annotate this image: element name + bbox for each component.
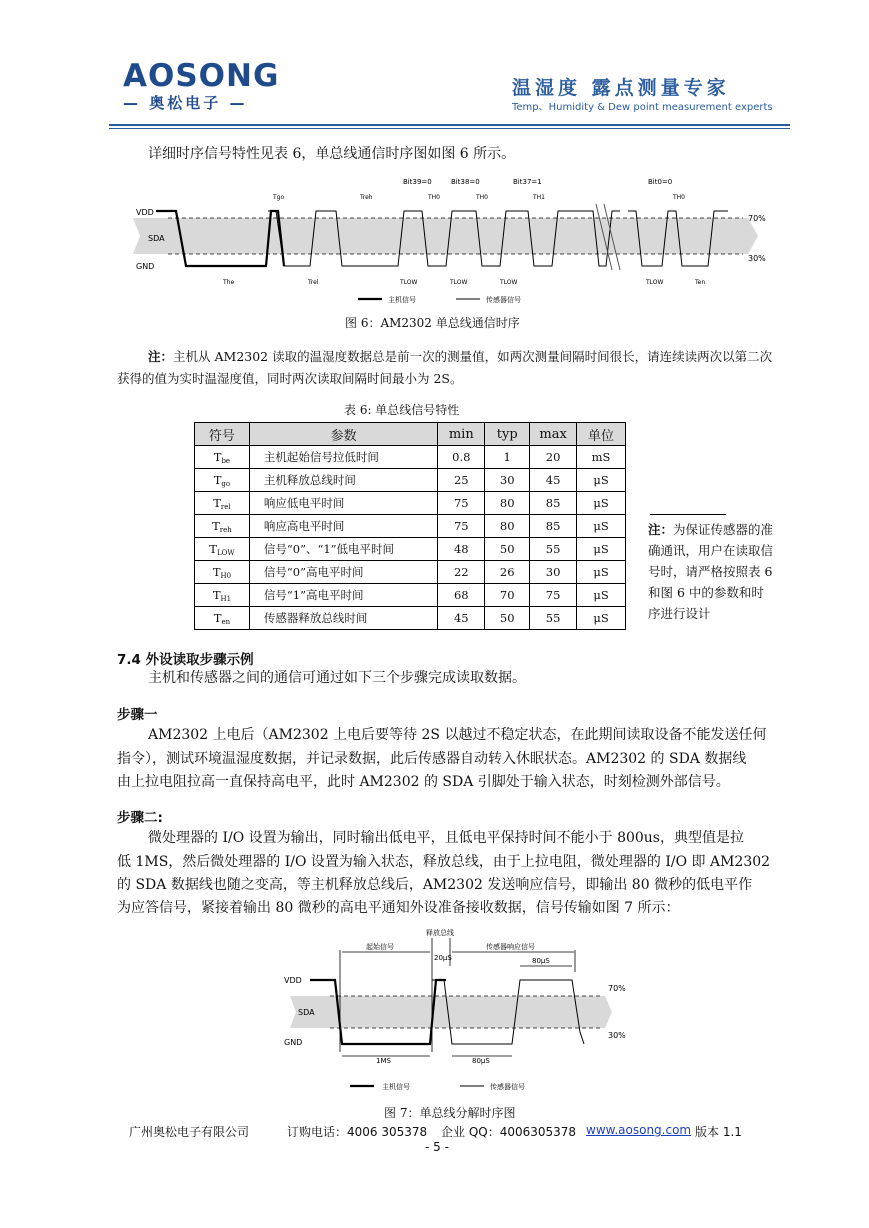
label-release: 释放总线 [426, 929, 454, 937]
label-30-7: 30% [608, 1031, 626, 1040]
cell-symbol: TH1 [195, 584, 250, 607]
section-7-4-intro: 主机和传感器之间的通信可通过如下三个步骤完成读取数据。 [148, 670, 526, 686]
legend-host-label: 主机信号 [388, 296, 416, 304]
cell-symbol: Trel [195, 492, 250, 515]
cell-parameter: 响应高电平时间 [249, 515, 437, 538]
intro-paragraph: 详细时序信号特性见表 6，单总线通信时序图如图 6 所示。 [148, 146, 516, 162]
cell-typ: 70 [485, 584, 530, 607]
step-2-line-4: 为应答信号，紧接着输出 80 微秒的高电平通知外设准备接收数据，信号传输如图 7 所示： [117, 900, 680, 916]
cell-unit: μS [577, 584, 626, 607]
cell-symbol: TH0 [195, 561, 250, 584]
footer-company: 广州奥松电子有限公司 [129, 1125, 250, 1139]
cell-max: 55 [530, 538, 577, 561]
company-logo-subtitle: — 奥松电子 — [123, 94, 248, 112]
side-note-rule [650, 514, 726, 515]
legend-sensor-label-7: 传感器信号 [490, 1083, 525, 1091]
label-sda-7: SDA [298, 1008, 315, 1017]
cell-symbol: Treh [195, 515, 250, 538]
table-row [195, 607, 626, 630]
cell-typ: 30 [485, 469, 530, 492]
col-parameter: 参数 [249, 423, 437, 446]
cell-unit: μS [577, 538, 626, 561]
cell-symbol: Tbe [195, 446, 250, 469]
figure-6-caption: 图 6：AM2302 单总线通信时序 [345, 316, 520, 330]
legend-sensor-label: 传感器信号 [486, 296, 521, 304]
table-row [195, 469, 626, 492]
step-2-line-3: 的 SDA 数据线也随之变高，等主机释放总线后，AM2302 发送响应信号，即输出 80 微秒的低电平作 [117, 877, 753, 893]
company-logo-text: AOSONG [123, 58, 280, 94]
note-1-line-2: 获得的值为实时温湿度值，同时两次读取间隔时间最小为 2S。 [117, 371, 463, 386]
cell-min: 75 [438, 515, 485, 538]
cell-parameter: 信号“0”、“1”低电平时间 [249, 538, 437, 561]
table-6-caption: 表 6: 单总线信号特性 [344, 403, 460, 417]
cell-symbol: Tgo [195, 469, 250, 492]
label-gnd-7: GND [284, 1038, 303, 1047]
cell-min: 75 [438, 492, 485, 515]
side-note-line-2: 确通讯，用户在读取信 [648, 543, 774, 558]
label-vdd-7: VDD [284, 976, 302, 985]
cell-min: 45 [438, 607, 485, 630]
label-bit0: Bit0=0 [648, 178, 673, 186]
footer-qq: 企业 QQ：4006305378 [441, 1125, 577, 1139]
cell-unit: μS [577, 561, 626, 584]
step-2-line-1: 微处理器的 I/O 设置为输出，同时输出低电平，且低电平保持时间不能小于 800us，典型值是拉 [148, 830, 744, 846]
cell-min: 25 [438, 469, 485, 492]
label-tlow-3: TLOW [500, 279, 518, 286]
label-tlow-4: TLOW [646, 279, 664, 286]
note-1-text: 主机从 AM2302 读取的温湿度数据总是前一次的测量值，如两次测量间隔时间很长，请连续读两次以第二次 [173, 349, 773, 364]
cell-max: 20 [530, 446, 577, 469]
cell-max: 30 [530, 561, 577, 584]
label-80us-low: 80μS [472, 1057, 490, 1065]
side-note-line-5: 序进行设计 [648, 606, 711, 621]
label-start: 起始信号 [366, 943, 394, 951]
label-sda: SDA [148, 234, 165, 243]
cell-typ: 80 [485, 515, 530, 538]
side-note-line-1: 注：为保证传感器的准 [648, 522, 774, 537]
note-1-label: 注： [148, 349, 174, 364]
cell-typ: 1 [485, 446, 530, 469]
label-th0-2: TH0 [476, 194, 488, 201]
table-row [195, 538, 626, 561]
label-1ms: 1MS [376, 1057, 391, 1065]
cell-parameter: 响应低电平时间 [249, 492, 437, 515]
label-30: 30% [748, 254, 766, 263]
header-slogan: 温湿度 露点测量专家 [512, 77, 730, 99]
step-1-line-1: AM2302 上电后（AM2302 上电后要等待 2S 以越过不稳定状态，在此期间读取设备不能发送任何 [148, 727, 767, 743]
side-note-line-4: 和图 6 中的参数和时 [648, 585, 764, 600]
cell-unit: μS [577, 515, 626, 538]
label-ten: Ten [695, 279, 706, 286]
cell-max: 85 [530, 515, 577, 538]
step-2-line-2: 低 1MS，然后微处理器的 I/O 设置为输入状态，释放总线，由于上拉电阻，微处理器的 I/O 即 AM2302 [117, 854, 771, 870]
label-70: 70% [748, 214, 766, 223]
step-1-line-2: 指令），测试环境温湿度数据，并记录数据，此后传感器自动转入休眠状态。AM2302 的 SDA 数据线 [117, 751, 747, 767]
table-header-row [195, 423, 626, 446]
cell-min: 48 [438, 538, 485, 561]
cell-parameter: 信号“0”高电平时间 [249, 561, 437, 584]
legend-host-label-7: 主机信号 [382, 1083, 410, 1091]
figure-7-timing-diagram [280, 926, 640, 1098]
label-tgo: Tgo [273, 194, 285, 201]
cell-symbol: Ten [195, 607, 250, 630]
label-th1: TH1 [533, 194, 545, 201]
header-divider [109, 124, 790, 126]
footer-phone: 订购电话：4006 305378 [287, 1125, 428, 1139]
cell-typ: 80 [485, 492, 530, 515]
figure-6-timing-diagram [128, 174, 778, 310]
step-1-title: 步骤一 [117, 707, 158, 723]
table-row [195, 492, 626, 515]
header-slogan-en: Temp、Humidity & Dew point measurement experts [512, 102, 773, 113]
label-vdd: VDD [136, 208, 154, 217]
table-row [195, 584, 626, 607]
table-row [195, 515, 626, 538]
col-unit: 单位 [577, 423, 626, 446]
cell-symbol: TLOW [195, 538, 250, 561]
label-tlow-2: TLOW [450, 279, 468, 286]
side-note-label: 注： [648, 522, 674, 537]
col-min: min [438, 423, 485, 446]
label-80us-high: 80μS [532, 957, 550, 965]
cell-parameter: 传感器释放总线时间 [249, 607, 437, 630]
col-symbol: 符号 [195, 423, 250, 446]
note-1-line-1 [148, 346, 772, 367]
cell-unit: mS [577, 446, 626, 469]
cell-unit: μS [577, 492, 626, 515]
label-treh: Treh [360, 194, 373, 201]
step-1-line-3: 由上拉电阻拉高一直保持高电平，此时 AM2302 的 SDA 引脚处于输入状态，时刻检测外部信号。 [117, 774, 730, 790]
table-row [195, 561, 626, 584]
cell-min: 22 [438, 561, 485, 584]
cell-max: 45 [530, 469, 577, 492]
cell-max: 55 [530, 607, 577, 630]
label-th0-3: TH0 [673, 194, 685, 201]
col-typ: typ [485, 423, 530, 446]
figure-7-caption: 图 7：单总线分解时序图 [384, 1106, 516, 1120]
page-number: - 5 - [425, 1140, 449, 1154]
cell-typ: 50 [485, 538, 530, 561]
cell-unit: μS [577, 469, 626, 492]
label-bit38: Bit38=0 [451, 178, 480, 186]
table-6 [194, 422, 626, 630]
cell-typ: 26 [485, 561, 530, 584]
section-7-4-title: 7.4 外设读取步骤示例 [117, 652, 254, 668]
footer-website-link[interactable]: www.aosong.com [586, 1123, 692, 1137]
cell-min: 0.8 [438, 446, 485, 469]
cell-max: 75 [530, 584, 577, 607]
label-the: The [223, 279, 235, 286]
label-bit39: Bit39=0 [403, 178, 432, 186]
cell-typ: 50 [485, 607, 530, 630]
cell-parameter: 信号“1”高电平时间 [249, 584, 437, 607]
header-divider-thin [109, 128, 790, 129]
label-trel: Trel [308, 279, 319, 286]
table-row [195, 446, 626, 469]
cell-parameter: 主机起始信号拉低时间 [249, 446, 437, 469]
label-70-7: 70% [608, 984, 626, 993]
cell-parameter: 主机释放总线时间 [249, 469, 437, 492]
footer-version: 版本 1.1 [695, 1125, 742, 1139]
step-2-title: 步骤二: [117, 810, 163, 826]
col-max: max [530, 423, 577, 446]
cell-unit: μS [577, 607, 626, 630]
side-note-line-3: 号时，请严格按照表 6 [648, 564, 773, 579]
label-bit37: Bit37=1 [513, 178, 542, 186]
label-response: 传感器响应信号 [486, 943, 535, 951]
label-th0: TH0 [428, 194, 440, 201]
side-note [648, 519, 773, 624]
label-tlow-1: TLOW [400, 279, 418, 286]
label-gnd: GND [136, 262, 155, 271]
cell-min: 68 [438, 584, 485, 607]
label-20us: 20μS [434, 954, 452, 962]
cell-max: 85 [530, 492, 577, 515]
